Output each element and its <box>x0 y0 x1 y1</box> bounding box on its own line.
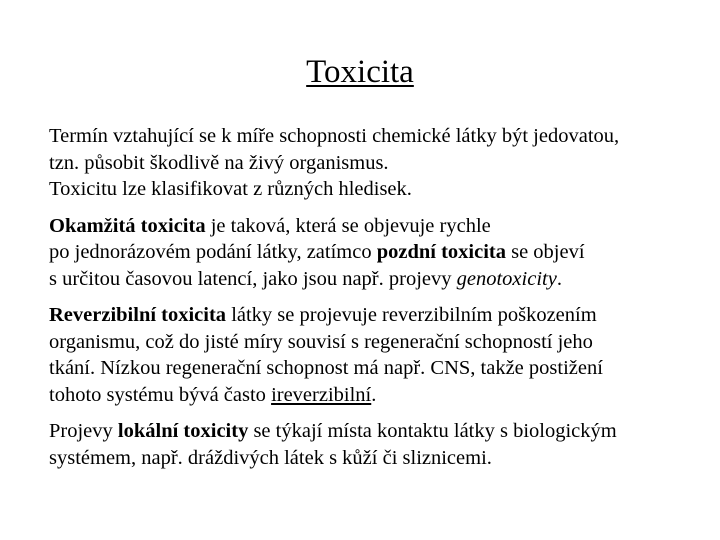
term-delayed-toxicity: pozdní toxicita <box>376 241 506 263</box>
term-local-toxicity: lokální toxicity <box>117 420 249 442</box>
text-line: organismu, což do jisté míry souvisí s regenerační schopností jeho <box>49 330 593 353</box>
text-line: Toxicitu lze klasifikovat z různých hledisek. <box>49 178 412 200</box>
text-run: . <box>371 383 377 406</box>
term-reversible-toxicity: Reverzibilní toxicita <box>49 304 227 326</box>
slide-title <box>0 52 720 92</box>
paragraph-acute-delayed <box>49 213 689 293</box>
text-run: látky se projevuje reverzibilním poškozením <box>226 304 597 326</box>
text-line: tzn. působit škodlivě na živý organismus. <box>49 151 389 174</box>
text-line <box>49 302 689 329</box>
text-line: tkání. Nízkou regenerační schopnost má např. CNS, takže postižení <box>49 357 603 379</box>
term-acute-toxicity: Okamžitá toxicita <box>49 214 206 237</box>
paragraph-definition <box>49 123 689 203</box>
text-run: se týkají místa kontaktu látky s biologickým <box>248 420 617 442</box>
text-run: se objeví <box>505 241 585 263</box>
text-run: je taková, která se objevuje rychle <box>205 214 491 237</box>
paragraph-local <box>49 418 689 471</box>
text-line <box>49 266 689 293</box>
term-genotoxicity: genotoxicity <box>456 267 557 290</box>
text-run: po jednorázovém podání látky, zatímco <box>49 241 377 263</box>
paragraph-reversible <box>49 302 689 408</box>
text-run: Projevy <box>49 420 118 442</box>
slide-title-text: Toxicita <box>306 54 414 90</box>
text-line <box>49 213 689 240</box>
text-line <box>49 418 689 445</box>
text-run: tohoto systému bývá často <box>49 383 272 406</box>
text-line <box>49 382 689 409</box>
text-line <box>49 239 689 266</box>
slide-body <box>49 123 689 481</box>
text-line: systémem, např. dráždivých látek s kůží či sliznicemi. <box>49 446 492 469</box>
text-run: s určitou časovou latencí, jako jsou např. projevy <box>49 267 457 290</box>
term-irreversible: ireverzibilní <box>271 383 372 406</box>
text-run: . <box>556 267 562 290</box>
text-line: Termín vztahující se k míře schopnosti chemické látky být jedovatou, <box>49 125 620 147</box>
